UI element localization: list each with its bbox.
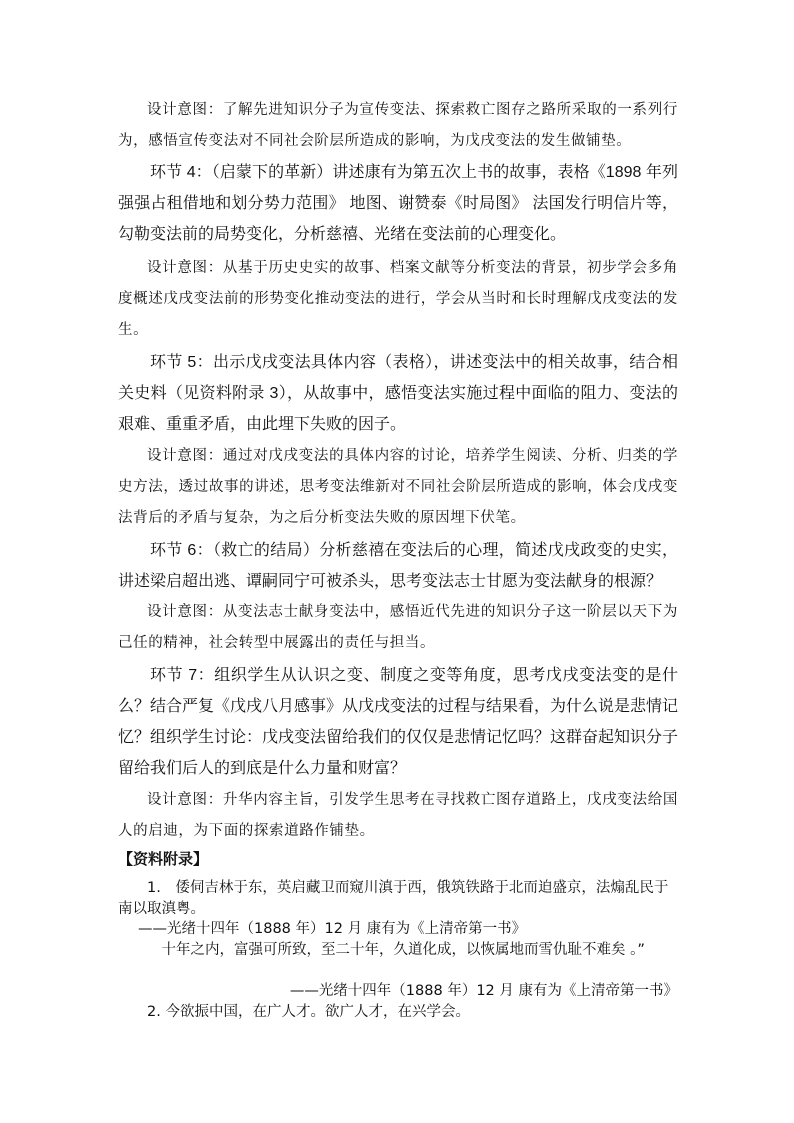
appendix-item-2: 2. 今欲振中国，在广人才。欲广人才，在兴学会。 [147, 1004, 470, 1020]
design-intent-paragraph: 设计意图：从基于历史史实的故事、档案文献等分析变法的背景，初步学会多角度概述戊戌变法前的形势变化推动变法的进行，学会从当时和长时理解戊戌变法的发生。 [118, 260, 678, 338]
appendix-title: 【资料附录】 [118, 850, 209, 868]
step-4-paragraph: 环节 4：（启蒙下的革新）讲述康有为第五次上书的故事，表格《1898 年列强强占租借地和划分势力范围》 地图、谢赞泰《时局图》 法国发行明信片等，勾勒变法前的局势变化，分析慈禧、光绪在变法前的心理变化。 [118, 164, 678, 243]
design-intent-paragraph: 设计意图：从变法志士献身变法中，感悟近代先进的知识分子这一阶层以天下为己任的精神，社会转型中展露出的责任与担当。 [118, 604, 678, 651]
step-7-paragraph: 环节 7：组织学生从认识之变、制度之变等角度，思考戊戌变法变的是什么？结合严复《戊戌八月感事》从戊戌变法的过程与结果看，为什么说是悲情记忆？组织学生讨论：戊戌变法留给我们的仅仅是悲情记忆吗？这群奋起知识分子留给我们后人的到底是什么力量和财富？ [118, 667, 679, 777]
step-6-paragraph: 环节 6：（救亡的结局）分析慈禧在变法后的心理，简述戊戌政变的史实，讲述梁启超出逃、谭嗣同宁可被杀头，思考变法志士甘愿为变法献身的根源？ [118, 542, 678, 590]
design-intent-paragraph: 设计意图：升华内容主旨，引发学生思考在寻找救亡图存道路上，戊戌变法给国人的启迪，为下面的探索道路作铺垫。 [118, 792, 678, 839]
design-intent-paragraph: 设计意图：了解先进知识分子为宣传变法、探索救亡图存之路所采取的一系列行为，感悟宣传变法对不同社会阶层所造成的影响，为戊戌变法的发生做铺垫。 [118, 102, 678, 149]
step-5-paragraph: 环节 5：出示戊戌变法具体内容（表格），讲述变法中的相关故事，结合相关史料（见资料附录 3），从故事中，感悟变法实施过程中面临的阻力、变法的艰难、重重矛盾，由此埋下失败的因子。 [118, 354, 678, 433]
design-intent-paragraph: 设计意图：通过对戊戌变法的具体内容的讨论，培养学生阅读、分析、归类的学史方法，透过故事的讲述，思考变法维新对不同社会阶层所造成的影响，体会戊戌变法背后的矛盾与复杂，为之后分析变法失败的原因埋下伏笔。 [118, 448, 678, 526]
appendix-source-1: ——光绪十四年（1888 年）12 月 康有为《上清帝第一书》 [138, 921, 527, 937]
appendix-item-1: 1. 倭伺吉林于东，英启藏卫而窥川滇于西，俄筑铁路于北而迫盛京，法煽乱民于南以取滇粤。 [118, 880, 669, 917]
appendix-source-2: ——光绪十四年（1888 年）12 月 康有为《上清帝第一书》 [289, 983, 678, 999]
appendix-quote-2: 十年之内，富强可所致，至二十年，久道化成，以恢属地而雪仇耻不难矣 。” [161, 942, 645, 958]
